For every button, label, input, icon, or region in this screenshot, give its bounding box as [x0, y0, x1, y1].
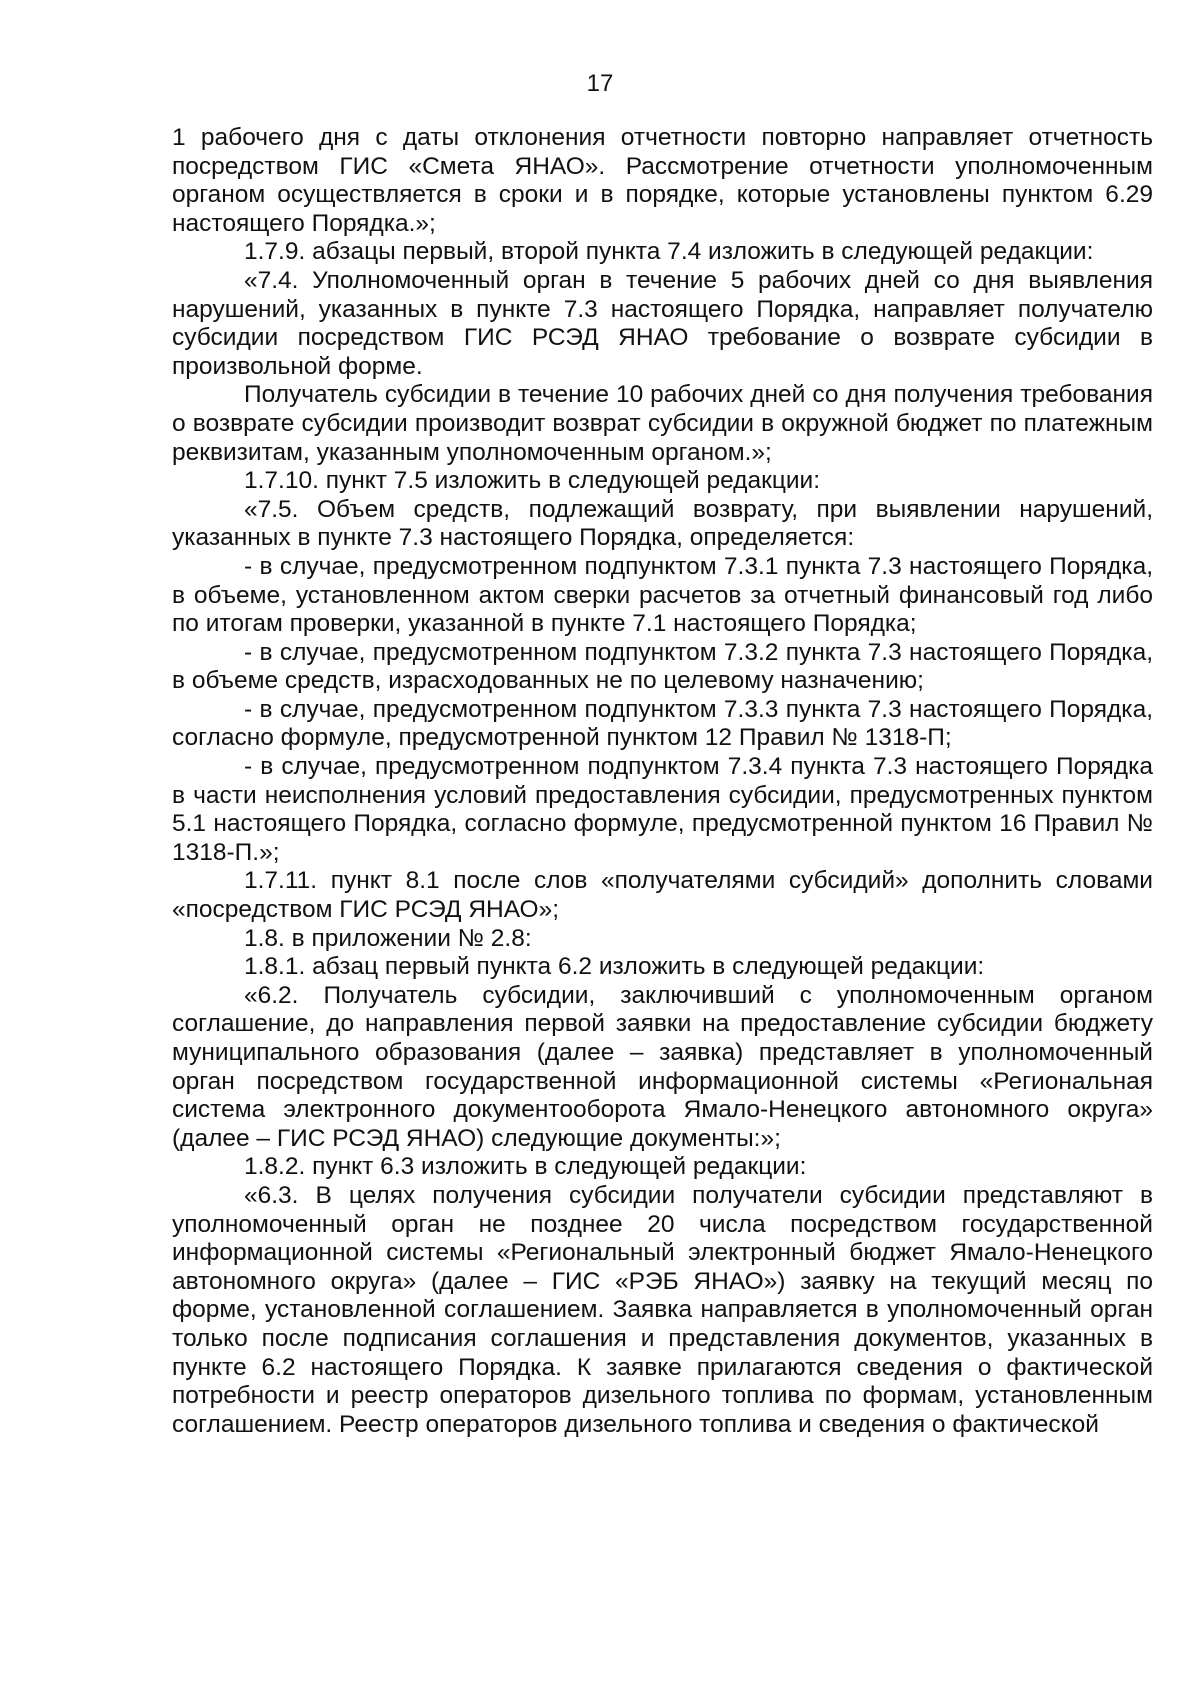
paragraph: «7.4. Уполномоченный орган в течение 5 рабочих дней со дня выявления нарушений, указанных в пункте 7.3 настоящего Порядка, направляет получателю субсидии посредством ГИС РСЭД ЯНАО требование о возврате субсидии в произвольной форме.: [172, 266, 1153, 380]
paragraph: 1 рабочего дня с даты отклонения отчетности повторно направляет отчетность посредством ГИС «Смета ЯНАО». Рассмотрение отчетности уполномоченным органом осуществляется в сроки и в порядке, которые установлены пунктом 6.29 настоящего Порядка.»;: [172, 124, 1153, 237]
list-item: - в случае, предусмотренном подпунктом 7.3.4 пункта 7.3 настоящего Порядка в части неисполнения условий предоставления субсидии, предусмотренных пунктом 5.1 настоящего Порядка, согласно формуле, предусмотренной пунктом 16 Правил № 1318-П.»;: [172, 753, 1153, 866]
paragraph: 1.7.11. пункт 8.1 после слов «получателями субсидий» дополнить словами «посредством ГИС РСЭД ЯНАО»;: [172, 867, 1153, 924]
list-item: - в случае, предусмотренном подпунктом 7.3.1 пункта 7.3 настоящего Порядка, в объеме, установленном актом сверки расчетов за отчетный финансовый год либо по итогам проверки, указанной в пункте 7.1 настоящего Порядка;: [172, 552, 1153, 638]
paragraph: «6.2. Получатель субсидии, заключивший с уполномоченным органом соглашение, до направления первой заявки на предоставление субсидии бюджету муниципального образования (далее – заявка) представляет в уполномоченный орган посредством государственной информационной системы «Региональная система электронного документооборота Ямало-Ненецкого автономного округа» (далее – ГИС РСЭД ЯНАО) следующие документы:»;: [172, 981, 1153, 1152]
document-body: [172, 124, 1153, 1439]
paragraph: Получатель субсидии в течение 10 рабочих дней со дня получения требования о возврате субсидии производит возврат субсидии в окружной бюджет по платежным реквизитам, указанным уполномоченным органом.»;: [172, 381, 1153, 466]
paragraph: 1.8.2. пункт 6.3 изложить в следующей редакции:: [244, 1153, 807, 1181]
list-item: - в случае, предусмотренном подпунктом 7.3.3 пункта 7.3 настоящего Порядка, согласно формуле, предусмотренной пунктом 12 Правил № 1318-П;: [172, 695, 1153, 752]
paragraph: 1.8.1. абзац первый пункта 6.2 изложить в следующей редакции:: [244, 953, 985, 981]
page-number: 17: [586, 70, 614, 97]
list-item: - в случае, предусмотренном подпунктом 7.3.2 пункта 7.3 настоящего Порядка, в объеме средств, израсходованных не по целевому назначению;: [172, 638, 1153, 695]
paragraph: 1.7.9. абзацы первый, второй пункта 7.4 изложить в следующей редакции:: [244, 238, 1094, 266]
paragraph: 1.8. в приложении № 2.8:: [244, 924, 532, 952]
paragraph: «6.3. В целях получения субсидии получатели субсидии представляют в уполномоченный орган не позднее 20 числа посредством государственной информационной системы «Региональный электронный бюджет Ямало-Ненецкого автономного округа» (далее – ГИС «РЭБ ЯНАО») заявку на текущий месяц по форме, установленной соглашением. Заявка направляется в уполномоченный орган только после подписания соглашения и представления документов, указанных в пункте 6.2 настоящего Порядка. К заявке прилагаются сведения о фактической потребности и реестр операторов дизельного топлива по формам, установленным соглашением. Реестр операторов дизельного топлива и сведения о фактической: [172, 1181, 1153, 1438]
paragraph: «7.5. Объем средств, подлежащий возврату, при выявлении нарушений, указанных в пункте 7.3 настоящего Порядка, определяется:: [172, 495, 1153, 552]
paragraph: 1.7.10. пункт 7.5 изложить в следующей редакции:: [244, 467, 821, 495]
